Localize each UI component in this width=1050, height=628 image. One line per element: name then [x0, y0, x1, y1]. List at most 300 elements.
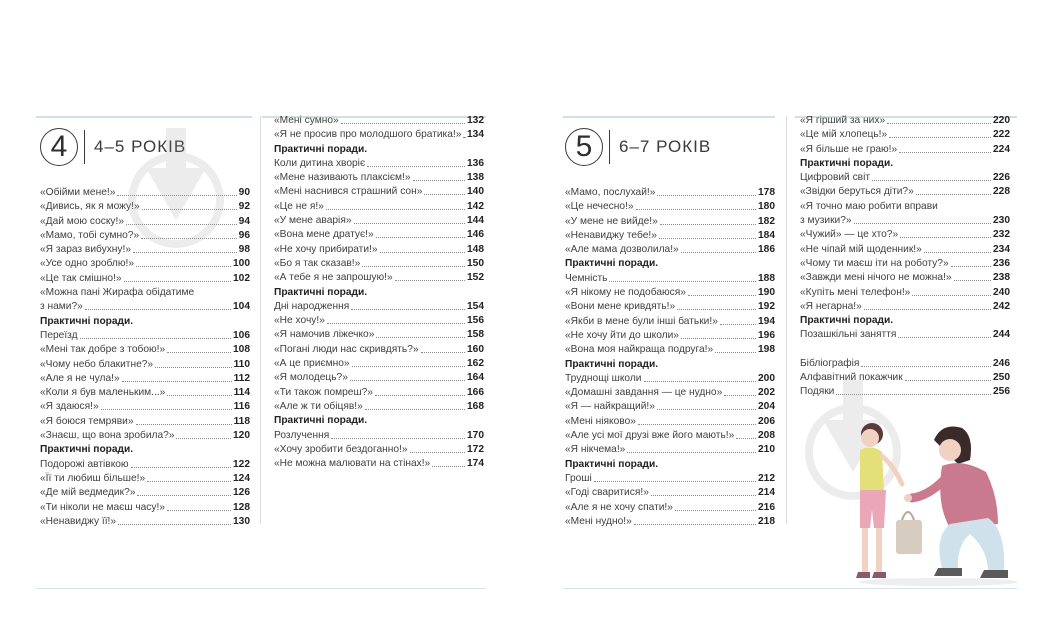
toc-entry[interactable]	[40, 501, 250, 515]
toc-page-number: 192	[758, 301, 775, 313]
toc-leader-dots	[101, 400, 232, 410]
toc-page-number: 154	[467, 300, 484, 312]
toc-entry-title: Бібліографія	[800, 357, 860, 369]
toc-entry-title: «Хочу зробити бездоганно!»	[274, 443, 408, 455]
toc-page-number: 180	[758, 201, 775, 213]
toc-page-number: 90	[238, 187, 250, 198]
toc-entry-title: «Це нечесно!»	[565, 201, 634, 213]
toc-entry[interactable]	[274, 429, 484, 443]
toc-leader-dots	[594, 472, 756, 482]
toc-entry[interactable]	[800, 143, 1010, 157]
toc-leader-dots	[954, 271, 991, 281]
toc-entry-title: «Я зараз вибухну!»	[40, 244, 132, 256]
toc-page-number: 122	[233, 458, 250, 470]
toc-leader-dots	[681, 329, 756, 339]
toc-entry[interactable]	[800, 228, 1010, 242]
toc-leader-dots	[651, 486, 756, 496]
section-heading: Практичні поради.	[274, 415, 368, 427]
toc-entry[interactable]	[800, 300, 1010, 314]
toc-entry-title: «Знаєш, що вона зробила?»	[40, 430, 175, 442]
toc-entry[interactable]	[565, 243, 775, 257]
chapter-separator	[84, 130, 85, 164]
toc-leader-dots	[118, 515, 231, 525]
toc-entry[interactable]	[800, 185, 1010, 199]
toc-leader-dots	[905, 371, 991, 381]
toc-entry[interactable]	[40, 515, 250, 529]
toc-entry[interactable]	[274, 128, 484, 142]
toc-page-number: 92	[238, 201, 250, 213]
toc-entry[interactable]	[800, 171, 1010, 185]
toc-page-number: 114	[233, 387, 250, 399]
toc-entry[interactable]	[274, 328, 484, 342]
toc-entry-title: «Це не я!»	[274, 200, 324, 212]
toc-entry-title: Позашкільні заняття	[800, 329, 897, 341]
toc-leader-dots	[410, 443, 465, 453]
toc-entry-title: «Мені ніяково»	[565, 415, 636, 427]
toc-leader-dots	[167, 343, 231, 353]
toc-leader-dots	[326, 200, 465, 210]
toc-entry[interactable]	[40, 358, 250, 372]
column-divider	[786, 116, 787, 524]
toc-page-number: 174	[467, 458, 484, 470]
section-heading: Практичні поради.	[565, 458, 659, 470]
toc-entry[interactable]	[40, 257, 250, 271]
toc-leader-dots	[395, 271, 465, 281]
toc-leader-dots	[421, 343, 465, 353]
toc-entry-title: з нами?»	[40, 301, 83, 313]
toc-page-number: 116	[233, 401, 250, 413]
toc-entry-title: «Її ти любиш більше!»	[40, 472, 146, 484]
toc-page-number: 96	[238, 229, 250, 241]
toc-entry-title: «Я намочив ліжечко»	[274, 329, 375, 341]
toc-entry-title: «Ти також помреш?»	[274, 386, 373, 398]
toc-leader-dots	[861, 357, 991, 367]
toc-entry-title: Коли дитина хворіє	[274, 157, 366, 169]
toc-page-number: 240	[993, 286, 1010, 298]
toc-leader-dots	[136, 257, 231, 267]
toc-page-number: 132	[467, 115, 484, 126]
toc-entry[interactable]	[565, 272, 775, 286]
toc-leader-dots	[80, 329, 231, 339]
toc-page-number: 210	[758, 444, 775, 456]
toc-entry-title: «Я точно маю робити вправи	[800, 200, 938, 212]
toc-entry-title: «Мені нудно!»	[565, 515, 632, 527]
spacer	[800, 343, 1010, 357]
toc-entry-title: «Усе одно зроблю!»	[40, 258, 135, 270]
toc-entry-title: «Я більше не граю!»	[800, 143, 898, 155]
toc-page-number: 162	[467, 358, 484, 370]
toc-leader-dots	[924, 243, 991, 253]
toc-entry[interactable]	[274, 371, 484, 385]
toc-leader-dots	[147, 472, 231, 482]
toc-page-number: 130	[233, 515, 250, 527]
toc-entry[interactable]	[565, 429, 775, 443]
section-heading: Практичні поради.	[40, 444, 134, 456]
toc-entry[interactable]	[565, 400, 775, 414]
toc-page-number: 120	[233, 430, 250, 442]
toc-entry[interactable]	[40, 272, 250, 286]
toc-page-number: 112	[233, 372, 250, 384]
toc-entry-title: «А тебе я не запрошую!»	[274, 272, 393, 284]
toc-entry-title: «Але ж ти обіцяв!»	[274, 400, 363, 412]
toc-entry[interactable]	[274, 243, 484, 257]
toc-leader-dots	[951, 257, 991, 267]
toc-entry-title: Розлучення	[274, 429, 330, 441]
toc-entry[interactable]	[40, 286, 250, 300]
toc-entry[interactable]	[800, 286, 1010, 300]
toc-entry[interactable]	[565, 186, 775, 200]
toc-entry[interactable]	[40, 400, 250, 414]
chapter-number: 5	[565, 128, 603, 166]
section-heading: Практичні поради.	[274, 286, 368, 298]
toc-entry-title: «Я боюся темряви»	[40, 415, 134, 427]
toc-page-number: 184	[758, 229, 775, 241]
toc-leader-dots	[636, 200, 756, 210]
toc-entry-title: «Вона моя найкраща подруга!»	[565, 344, 714, 356]
toc-page-number: 136	[467, 157, 484, 169]
toc-entry-title: «Мені сумно»	[274, 115, 339, 126]
toc-entry[interactable]	[40, 486, 250, 500]
toc-entry-title: «Бо я так сказав!»	[274, 257, 361, 269]
toc-page-number: 234	[993, 243, 1010, 255]
toc-leader-dots	[899, 143, 991, 153]
toc-entry[interactable]	[565, 372, 775, 386]
top-rule	[563, 116, 775, 118]
toc-leader-dots	[424, 185, 465, 195]
toc-page-number: 188	[758, 272, 775, 284]
toc-entry-title: Подорожі автівкою	[40, 458, 129, 470]
toc-leader-dots	[889, 128, 991, 138]
toc-page-number: 168	[467, 400, 484, 412]
toc-leader-dots	[887, 114, 991, 124]
toc-page-number: 124	[233, 472, 250, 484]
toc-leader-dots	[351, 300, 465, 310]
toc-entry-title: Гроші	[565, 472, 592, 484]
toc-leader-dots	[136, 415, 232, 425]
toc-entry-title: «У мене аварія»	[274, 215, 352, 227]
toc-entry-title: «Мені наснився страшний сон»	[274, 186, 423, 198]
toc-leader-dots	[912, 286, 991, 296]
toc-entry[interactable]	[800, 200, 1010, 214]
toc-entry[interactable]	[565, 486, 775, 500]
toc-entry[interactable]	[274, 300, 484, 314]
toc-entry[interactable]	[40, 329, 250, 343]
toc-entry[interactable]	[40, 458, 250, 472]
column-divider	[260, 116, 261, 524]
toc-page-number: 148	[467, 243, 484, 255]
toc-page-number: 244	[993, 329, 1010, 341]
toc-entry-title: «Годі сваритися!»	[565, 487, 649, 499]
toc-entry[interactable]	[274, 171, 484, 185]
toc-entry[interactable]	[800, 128, 1010, 142]
toc-entry[interactable]	[274, 314, 484, 328]
toc-leader-dots	[688, 286, 756, 296]
toc-entry-title: Подяки	[800, 386, 835, 398]
toc-page-number: 142	[467, 200, 484, 212]
toc-entry-title: «Але усі мої друзі вже його мають!»	[565, 430, 735, 442]
toc-column	[274, 114, 484, 471]
chapter-separator	[609, 130, 610, 164]
toc-leader-dots	[131, 458, 231, 468]
toc-page-number: 200	[758, 372, 775, 384]
toc-entry[interactable]	[274, 400, 484, 414]
toc-entry-title: «Купіть мені телефон!»	[800, 286, 911, 298]
toc-entry[interactable]	[40, 472, 250, 486]
toc-leader-dots	[872, 171, 991, 181]
toc-entry[interactable]	[40, 429, 250, 443]
toc-leader-dots	[660, 215, 756, 225]
toc-leader-dots	[432, 457, 465, 467]
toc-entry-title: «Я не просив про молодшого братика!»	[274, 129, 462, 141]
toc-entry-title: «Але я не хочу спати!»	[565, 501, 673, 513]
toc-entry[interactable]	[274, 357, 484, 371]
toc-leader-dots	[176, 429, 231, 439]
toc-leader-dots	[659, 229, 756, 239]
toc-column	[800, 114, 1010, 400]
toc-leader-dots	[350, 371, 465, 381]
toc-entry-title: «Чому небо блакитне?»	[40, 358, 154, 370]
toc-entry-title: «Не можна малювати на стінах!»	[274, 458, 431, 470]
toc-entry-title: «Мамо, тобі сумно?»	[40, 229, 140, 241]
toc-page-number: 212	[758, 472, 775, 484]
toc-page-number: 198	[758, 344, 775, 356]
toc-page-number: 102	[233, 272, 250, 284]
toc-page-number: 144	[467, 215, 484, 227]
toc-page-number: 186	[758, 244, 775, 256]
toc-entry[interactable]	[40, 386, 250, 400]
toc-leader-dots	[376, 228, 465, 238]
toc-page-number: 228	[993, 186, 1010, 198]
toc-entry[interactable]	[565, 415, 775, 429]
chapter-title: 6–7 РОКІВ	[619, 137, 712, 156]
toc-entry[interactable]	[565, 343, 775, 357]
section-heading: Практичні поради.	[800, 315, 894, 327]
toc-entry-title: «Не чіпай мій щоденник!»	[800, 243, 922, 255]
toc-entry-title: «Не хочу йти до школи»	[565, 329, 679, 341]
toc-page-number: 98	[238, 244, 250, 256]
toc-page-number: 194	[758, 315, 775, 327]
section-heading: Практичні поради.	[800, 157, 894, 169]
toc-page-number: 202	[758, 387, 775, 399]
toc-entry-title: «Я негарна!»	[800, 300, 862, 312]
section-heading: Практичні поради.	[565, 258, 659, 270]
toc-leader-dots	[167, 386, 231, 396]
toc-entry[interactable]	[274, 200, 484, 214]
toc-entry[interactable]	[800, 214, 1010, 228]
toc-entry-title: «Якби в мене були інші батьки!»	[565, 315, 718, 327]
toc-leader-dots	[380, 243, 465, 253]
toc-leader-dots	[155, 358, 231, 368]
toc-leader-dots	[736, 429, 756, 439]
toc-entry-title: «Вона мене дратує!»	[274, 229, 374, 241]
toc-entry-title: «А це приємно»	[274, 358, 350, 370]
toc-entry-title: Дні народження	[274, 300, 350, 312]
toc-entry-title: «Мені так добре з тобою!»	[40, 344, 166, 356]
toc-leader-dots	[167, 501, 231, 511]
toc-page-number: 242	[993, 300, 1010, 312]
toc-entry[interactable]	[800, 114, 1010, 128]
toc-entry-title: Алфавітний покажчик	[800, 372, 903, 384]
toc-entry-title: «Завжди мені нічого не можна!»	[800, 272, 952, 284]
toc-entry[interactable]	[565, 386, 775, 400]
toc-entry-title: «У мене не вийде!»	[565, 215, 658, 227]
toc-entry-title: «Ненавиджу тебе!»	[565, 229, 657, 241]
toc-leader-dots	[362, 257, 465, 267]
toc-leader-dots	[327, 314, 465, 324]
toc-entry[interactable]	[800, 328, 1010, 342]
toc-page-number: 172	[467, 443, 484, 455]
toc-entry-title: «Можна пані Жирафа обідатиме	[40, 287, 195, 299]
toc-entry-title: «Це мій хлопець!»	[800, 129, 888, 141]
toc-entry[interactable]	[40, 415, 250, 429]
toc-page-number: 214	[758, 487, 775, 499]
toc-leader-dots	[644, 372, 757, 382]
toc-entry-title: з музики?»	[800, 215, 852, 227]
toc-entry-title: «Не хочу прибирати!»	[274, 243, 378, 255]
toc-leader-dots	[677, 300, 756, 310]
toc-page-number: 104	[233, 301, 250, 313]
toc-leader-dots	[122, 372, 232, 382]
toc-page-number: 164	[467, 372, 484, 384]
toc-entry[interactable]	[274, 185, 484, 199]
toc-leader-dots	[463, 128, 465, 138]
toc-page-number: 250	[993, 372, 1010, 384]
toc-leader-dots	[638, 415, 756, 425]
toc-page-number: 216	[758, 501, 775, 513]
toc-page-number: 100	[233, 258, 250, 270]
toc-leader-dots	[916, 185, 991, 195]
toc-entry[interactable]	[274, 214, 484, 228]
toc-page-number: 140	[467, 186, 484, 198]
toc-column	[565, 186, 775, 529]
toc-entry-title: «Але мама дозволила!»	[565, 244, 679, 256]
toc-leader-dots	[609, 272, 756, 282]
toc-entry[interactable]	[274, 386, 484, 400]
toc-entry[interactable]	[274, 457, 484, 471]
toc-page-number: 226	[993, 172, 1010, 184]
toc-leader-dots	[375, 386, 465, 396]
toc-entry[interactable]	[800, 271, 1010, 285]
chapter-title: 4–5 РОКІВ	[94, 137, 187, 156]
toc-entry[interactable]	[274, 114, 484, 128]
toc-page-number: 94	[238, 215, 250, 227]
toc-leader-dots	[124, 272, 231, 282]
toc-leader-dots	[898, 328, 991, 338]
toc-entry-title: «Де мій ведмедик?»	[40, 487, 136, 499]
toc-entry[interactable]	[565, 443, 775, 457]
toc-entry-title: «Не хочу!»	[274, 315, 325, 327]
top-rule	[36, 116, 252, 118]
toc-page-number: 208	[758, 430, 775, 442]
toc-leader-dots	[85, 300, 231, 310]
toc-entry-title: «Я нікчема!»	[565, 444, 626, 456]
toc-entry[interactable]	[800, 357, 1010, 371]
toc-entry[interactable]	[565, 286, 775, 300]
toc-entry[interactable]	[274, 157, 484, 171]
toc-entry[interactable]	[565, 215, 775, 229]
toc-page-number: 106	[233, 329, 250, 341]
chapter-number: 4	[40, 128, 78, 166]
toc-leader-dots	[354, 214, 465, 224]
toc-entry[interactable]	[40, 343, 250, 357]
toc-page-number: 222	[993, 129, 1010, 141]
toc-page-number: 152	[467, 272, 484, 284]
toc-page-number: 206	[758, 415, 775, 427]
toc-leader-dots	[675, 501, 756, 511]
toc-entry[interactable]	[565, 472, 775, 486]
toc-entry-title: «Дай мою соску!»	[40, 215, 125, 227]
toc-entry[interactable]	[274, 443, 484, 457]
toc-page-number: 166	[467, 386, 484, 398]
toc-entry-title: «Чому ти маєш іти на роботу?»	[800, 257, 949, 269]
toc-entry-title: «Домашні завдання — це нудно»	[565, 387, 723, 399]
bottom-rule	[36, 588, 486, 589]
toc-page-number: 128	[233, 501, 250, 513]
toc-leader-dots	[715, 343, 756, 353]
toc-page-number: 160	[467, 343, 484, 355]
toc-entry[interactable]	[274, 343, 484, 357]
toc-page-number: 138	[467, 172, 484, 184]
mother-daughter-illustration	[838, 400, 1038, 590]
toc-entry-title: Труднощі школи	[565, 372, 642, 384]
section-heading: Практичні поради.	[274, 143, 368, 155]
toc-entry[interactable]	[565, 300, 775, 314]
toc-page-number: 220	[993, 115, 1010, 126]
toc-page-number: 170	[467, 429, 484, 441]
toc-entry[interactable]	[800, 257, 1010, 271]
toc-entry[interactable]	[565, 200, 775, 214]
toc-leader-dots	[367, 157, 465, 167]
toc-page-number: 204	[758, 401, 775, 413]
toc-entry-title: «Я гірший за них»	[800, 115, 886, 126]
toc-entry-title: «Це так смішно!»	[40, 272, 122, 284]
toc-entry[interactable]	[565, 229, 775, 243]
toc-leader-dots	[900, 228, 991, 238]
toc-leader-dots	[137, 486, 231, 496]
toc-page-number: 118	[233, 415, 250, 427]
toc-entry[interactable]	[274, 271, 484, 285]
toc-entry-title: «Дивись, як я можу!»	[40, 201, 140, 213]
toc-leader-dots	[864, 300, 991, 310]
toc-page-number: 232	[993, 229, 1010, 241]
toc-entry[interactable]	[565, 329, 775, 343]
toc-entry[interactable]	[40, 372, 250, 386]
toc-leader-dots	[634, 515, 756, 525]
toc-page-number: 230	[993, 215, 1010, 227]
watermark-icon	[128, 128, 224, 248]
toc-entry[interactable]	[274, 257, 484, 271]
toc-page-number: 156	[467, 315, 484, 327]
toc-leader-dots	[341, 114, 465, 124]
toc-entry[interactable]	[800, 243, 1010, 257]
toc-page-number: 256	[993, 386, 1010, 398]
toc-entry[interactable]	[274, 228, 484, 242]
toc-entry[interactable]	[40, 300, 250, 314]
toc-leader-dots	[681, 243, 756, 253]
toc-entry-title: «Я молодець?»	[274, 372, 348, 384]
chapter-header	[565, 126, 711, 168]
toc-leader-dots	[365, 400, 465, 410]
toc-entry-title: «Я — найкращий!»	[565, 401, 655, 413]
toc-page-number: 126	[233, 487, 250, 499]
toc-entry[interactable]	[565, 501, 775, 515]
toc-page-number: 218	[758, 515, 775, 527]
toc-entry-title: «Але я не чула!»	[40, 372, 120, 384]
toc-entry[interactable]	[565, 515, 775, 529]
toc-entry[interactable]	[565, 315, 775, 329]
toc-leader-dots	[376, 328, 465, 338]
toc-entry-title: «Я нікому не подобаюся»	[565, 287, 686, 299]
